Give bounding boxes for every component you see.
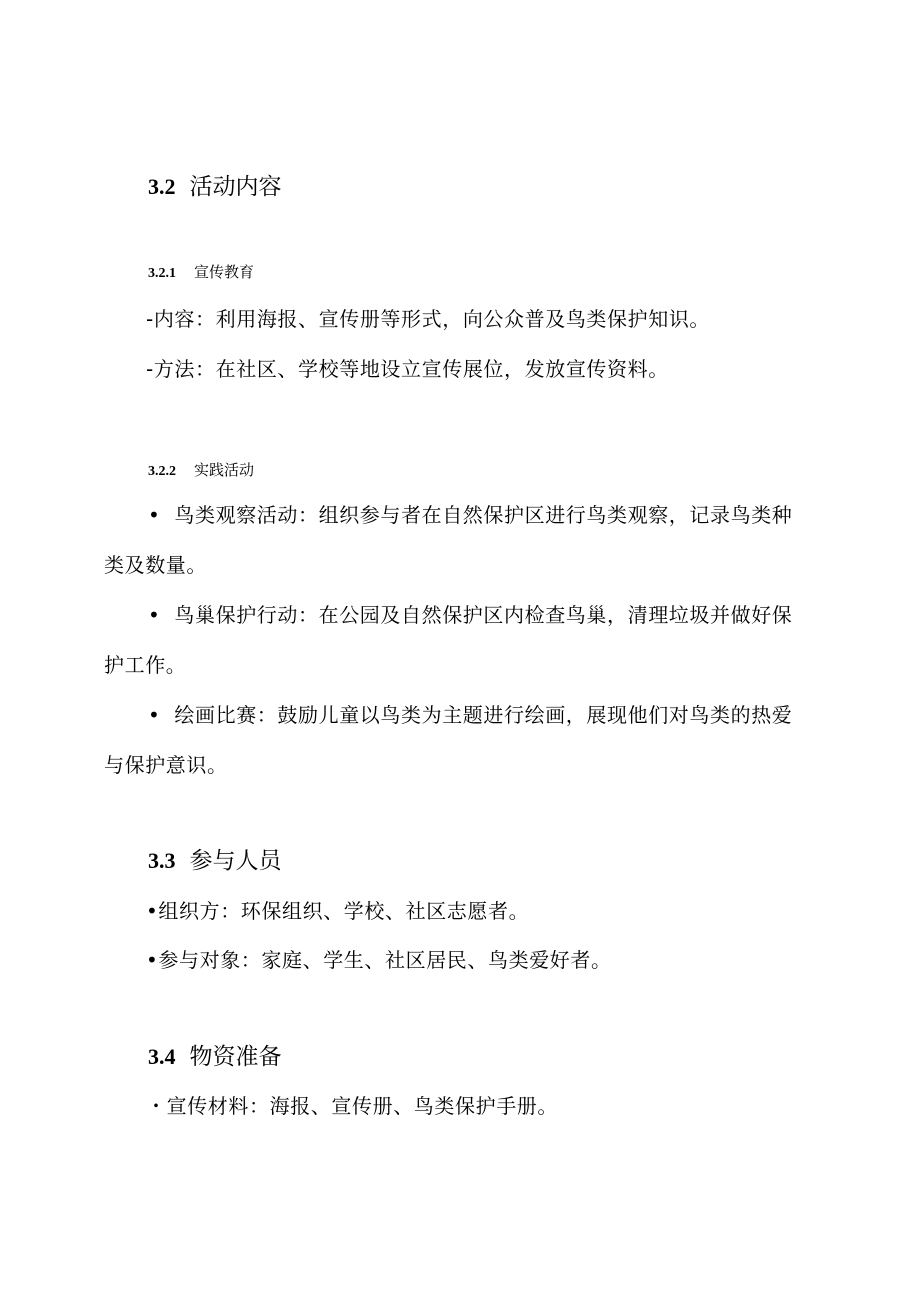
- subsection-title: 宣传教育: [194, 263, 255, 281]
- section-title: 参与人员: [189, 848, 282, 874]
- paragraph-participants: •参与对象：家庭、学生、社区居民、鸟类爱好者。: [146, 948, 612, 972]
- section-number: 3.2: [148, 174, 176, 199]
- paragraph-content: -内容：利用海报、宣传册等形式，向公众普及鸟类保护知识。: [146, 307, 711, 331]
- paragraph-organizer: •组织方：环保组织、学校、社区志愿者。: [146, 899, 530, 923]
- subsection-heading-3-2-1: [148, 262, 254, 284]
- section-heading-3-3: [148, 846, 282, 876]
- list-item-nest-protection: • 鸟巢保护行动：在公园及自然保护区内检查鸟巢，清理垃圾并做好保护工作。: [104, 603, 793, 677]
- section-title: 物资准备: [189, 1044, 282, 1070]
- section-title: 活动内容: [189, 174, 282, 200]
- list-item-drawing-contest: • 绘画比赛：鼓励儿童以鸟类为主题进行绘画，展现他们对鸟类的热爱与保护意识。: [104, 703, 793, 777]
- subsection-number: 3.2.2: [148, 464, 176, 479]
- subsection-title: 实践活动: [194, 461, 255, 479]
- bullet: •: [148, 603, 161, 627]
- section-heading-3-2: [148, 172, 282, 202]
- bullet: •: [148, 503, 161, 527]
- bullet: •: [148, 703, 161, 727]
- section-number: 3.3: [148, 848, 176, 873]
- section-heading-3-4: [148, 1042, 282, 1072]
- list-item-bird-watching: • 鸟类观察活动：组织参与者在自然保护区进行鸟类观察，记录鸟类种类及数量。: [104, 503, 793, 577]
- paragraph-materials: ・宣传材料：海报、宣传册、鸟类保护手册。: [146, 1094, 558, 1118]
- section-number: 3.4: [148, 1044, 176, 1069]
- subsection-number: 3.2.1: [148, 266, 176, 281]
- subsection-heading-3-2-2: [148, 460, 254, 482]
- paragraph-method: -方法：在社区、学校等地设立宣传展位，发放宣传资料。: [146, 357, 669, 381]
